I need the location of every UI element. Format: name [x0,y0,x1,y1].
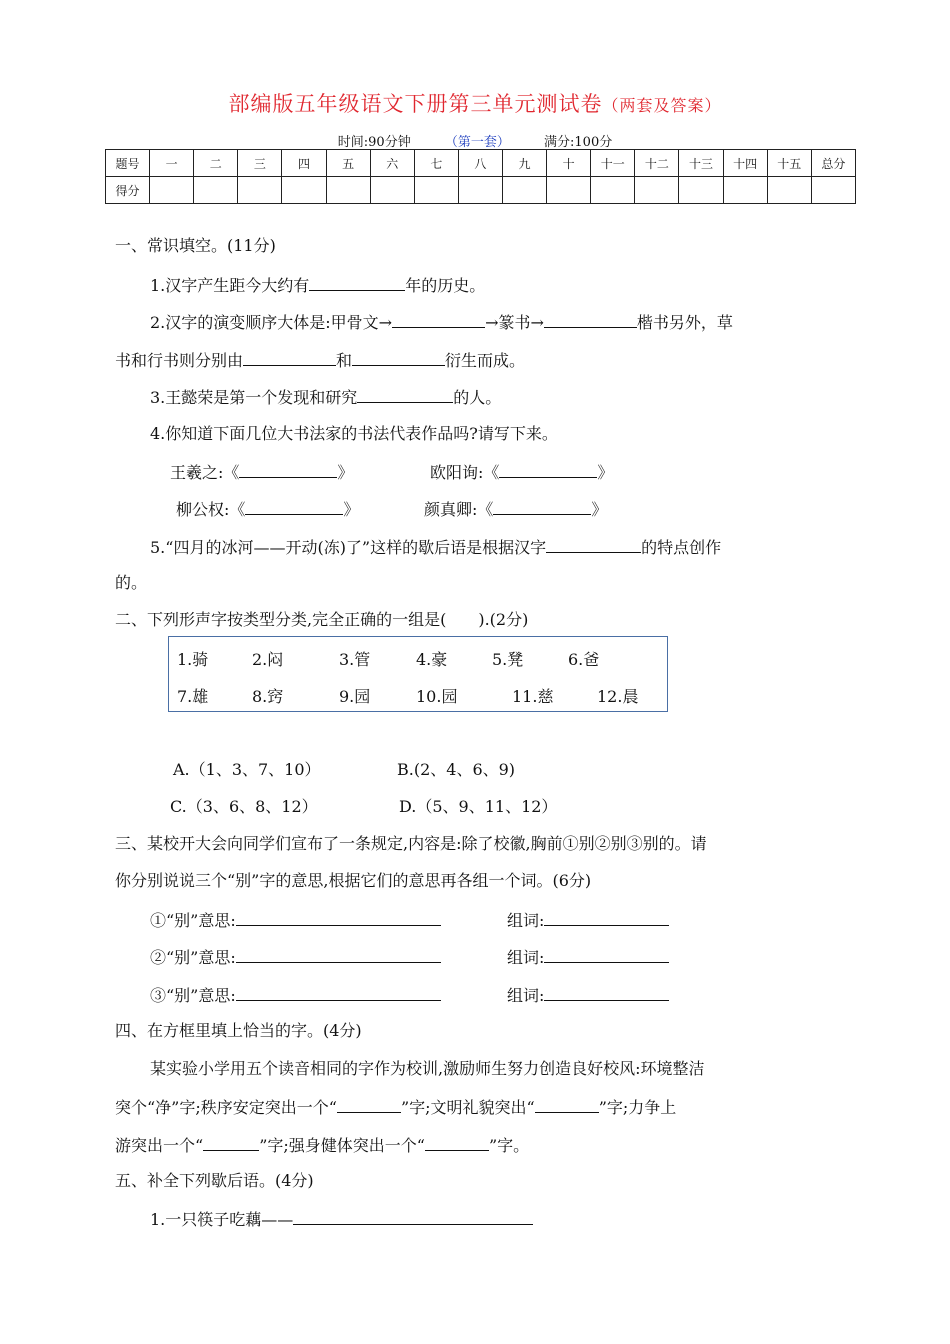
score-header-cell: 四 [282,150,326,177]
exam-set: （第一套） [444,135,510,150]
character-item: 11.慈 [512,687,554,706]
character-item: 8.窍 [252,687,284,706]
question-1-5-cont: 的。 [115,573,148,592]
score-header-cell: 题号 [106,150,150,177]
answer-blank[interactable] [352,349,445,366]
answer-blank[interactable] [535,1096,599,1113]
calligrapher-liu: 柳公权:《 》 [176,500,360,519]
score-cell[interactable] [811,177,855,204]
bie-meaning-2: ②“别”意思: [150,946,441,968]
score-header-cell: 十一 [591,150,635,177]
answer-blank[interactable] [493,498,591,515]
answer-blank[interactable] [236,909,441,926]
score-value-row [106,177,856,204]
characters-box [168,636,668,712]
calligrapher-yan: 颜真卿:《 》 [424,500,608,519]
question-1-1: 1.汉字产生距今大约有 年的历史。 [150,276,486,295]
score-cell[interactable] [591,177,635,204]
title-main: 部编版五年级语文下册第三单元测试卷 [228,92,603,116]
section-4-text-3: 游突出一个“ ”字;强身健体突出一个“ ”字。 [115,1136,530,1155]
score-header-cell: 十二 [635,150,679,177]
score-cell[interactable] [547,177,591,204]
character-item: 2.闷 [252,650,284,669]
answer-blank[interactable] [245,498,343,515]
option-b[interactable]: B.(2、4、6、9) [397,760,516,779]
question-5-1: 1.一只筷子吃藕—— [150,1208,533,1230]
page-title [0,88,950,118]
score-table [105,149,856,204]
character-item: 5.凳 [492,650,524,669]
section-2-title: 二、下列形声字按类型分类,完全正确的一组是( ).(2分) [115,610,529,629]
question-1-2: 2.汉字的演变顺序大体是:甲骨文→ →篆书→ 楷书另外，草 [150,313,733,332]
option-a[interactable]: A.（1、3、7、10） [173,760,321,779]
bie-meaning-1: ①“别”意思: [150,909,441,931]
bie-meaning-3: ③“别”意思: [150,984,441,1006]
answer-blank[interactable] [544,984,669,1001]
answer-blank[interactable] [203,1134,259,1151]
character-item: 9.园 [339,687,371,706]
answer-blank[interactable] [236,946,441,963]
score-label: 得分 [106,177,150,204]
score-header-cell: 十五 [767,150,811,177]
answer-blank[interactable] [293,1208,533,1225]
score-header-cell: 六 [370,150,414,177]
character-item: 6.爸 [568,650,600,669]
answer-blank[interactable] [236,984,441,1001]
answer-blank[interactable] [357,386,453,403]
score-cell[interactable] [723,177,767,204]
character-item: 4.豪 [416,650,448,669]
question-1-2-cont: 书和行书则分别由 和 衍生而成。 [115,351,526,370]
calligrapher-ouyang: 欧阳询:《 》 [430,463,614,482]
score-header-cell: 五 [326,150,370,177]
bie-word-3: 组词: [507,984,669,1006]
bie-word-1: 组词: [507,909,669,931]
character-item: 3.管 [339,650,371,669]
answer-blank[interactable] [392,311,485,328]
score-cell[interactable] [238,177,282,204]
title-sub: （两套及答案） [602,96,722,115]
score-header-cell: 十四 [723,150,767,177]
score-header-cell: 三 [238,150,282,177]
section-4-text-1: 某实验小学用五个读音相同的字作为校训,激励师生努力创造良好校风:环境整洁 [150,1059,705,1078]
exam-full-score: 满分:100分 [544,135,613,150]
answer-blank[interactable] [243,349,336,366]
score-cell[interactable] [502,177,546,204]
score-cell[interactable] [767,177,811,204]
score-cell[interactable] [679,177,723,204]
character-item: 10.园 [416,687,458,706]
score-cell[interactable] [194,177,238,204]
score-header-cell: 十三 [679,150,723,177]
question-1-3: 3.王懿荣是第一个发现和研究 的人。 [150,388,502,407]
score-header-cell: 总分 [811,150,855,177]
score-header-cell: 八 [458,150,502,177]
answer-blank[interactable] [425,1134,489,1151]
score-header-cell: 一 [150,150,194,177]
score-cell[interactable] [370,177,414,204]
score-cell[interactable] [414,177,458,204]
answer-blank[interactable] [309,274,405,291]
score-header-cell: 十 [547,150,591,177]
answer-blank[interactable] [544,909,669,926]
section-5-title: 五、补全下列歇后语。(4分) [115,1171,314,1190]
score-header-cell: 九 [502,150,546,177]
answer-blank[interactable] [544,946,669,963]
score-cell[interactable] [326,177,370,204]
score-cell[interactable] [150,177,194,204]
answer-blank[interactable] [239,461,337,478]
question-1-5: 5.“四月的冰河——开动(冻)了”这样的歇后语是根据汉字 的特点创作 [150,538,722,557]
score-header-row [106,150,856,177]
answer-blank[interactable] [337,1096,401,1113]
score-cell[interactable] [458,177,502,204]
calligrapher-wang: 王羲之:《 》 [170,463,354,482]
question-1-4: 4.你知道下面几位大书法家的书法代表作品吗?请写下来。 [150,424,558,443]
score-header-cell: 七 [414,150,458,177]
answer-blank[interactable] [544,311,637,328]
answer-blank[interactable] [499,461,597,478]
section-4-title: 四、在方框里填上恰当的字。(4分) [115,1021,362,1040]
section-3-title-cont: 你分别说说三个“别”字的意思,根据它们的意思再各组一个词。(6分) [115,871,592,890]
score-cell[interactable] [635,177,679,204]
option-d[interactable]: D.（5、9、11、12） [399,797,558,816]
score-cell[interactable] [282,177,326,204]
exam-meta [0,131,950,150]
score-header-cell: 二 [194,150,238,177]
character-item: 7.雄 [177,687,209,706]
section-1-title: 一、常识填空。(11分) [115,236,276,255]
exam-time: 时间:90分钟 [337,135,411,150]
bie-word-2: 组词: [507,946,669,968]
character-item: 12.晨 [597,687,639,706]
answer-blank[interactable] [546,536,641,553]
character-item: 1.骑 [177,650,209,669]
section-3-title: 三、某校开大会向同学们宣布了一条规定,内容是:除了校徽,胸前①别②别③别的。请 [115,834,707,853]
section-4-text-2: 突个“净”字;秩序安定突出一个“ ”字;文明礼貌突出“ ”字;力争上 [115,1098,677,1117]
option-c[interactable]: C.（3、6、8、12） [170,797,318,816]
